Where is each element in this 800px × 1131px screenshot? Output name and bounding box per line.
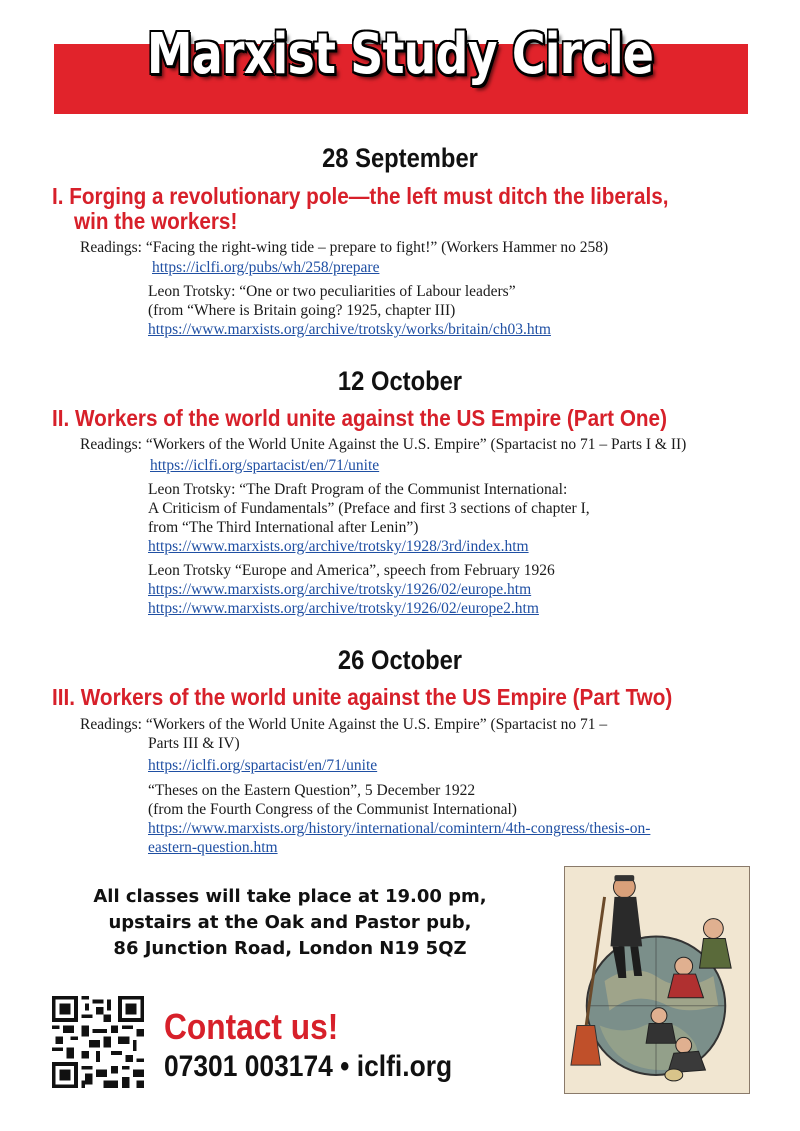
page-title: Marxist Study Circle <box>146 22 654 87</box>
reading-line: (from the Fourth Congress of the Communist International) <box>148 801 517 818</box>
session-date: 12 October <box>337 366 463 396</box>
venue-line: upstairs at the Oak and Pastor pub, <box>108 912 472 933</box>
reading-link[interactable]: https://www.marxists.org/archive/trotsky/1926/02/europe.htm <box>148 581 532 598</box>
reading-link[interactable]: eastern-question.htm <box>148 839 278 856</box>
qr-code-icon[interactable] <box>52 996 144 1088</box>
reading-line: Readings: “Workers of the World Unite Against the U.S. Empire” (Spartacist no 71 – Parts I & II) <box>80 436 687 453</box>
reading-link[interactable]: https://www.marxists.org/archive/trotsky/1926/02/europe2.htm <box>148 600 539 617</box>
session-heading: I. Forging a revolutionary pole—the left must ditch the liberals, <box>52 183 669 209</box>
reading-line: Parts III & IV) <box>148 735 240 752</box>
reading-link[interactable]: https://iclfi.org/spartacist/en/71/unite <box>150 457 380 474</box>
contact-title: Contact us! <box>164 1006 339 1047</box>
venue-line: 86 Junction Road, London N19 5QZ <box>113 938 467 959</box>
reading-link[interactable]: https://www.marxists.org/history/international/comintern/4th-congress/thesis-on- <box>148 820 651 837</box>
reading-link[interactable]: https://iclfi.org/spartacist/en/71/unite <box>148 757 378 774</box>
reading-line: A Criticism of Fundamentals” (Preface and first 3 sections of chapter I, <box>148 500 590 517</box>
contact-details[interactable]: 07301 003174 • iclfi.org <box>164 1050 453 1083</box>
reading-line: Leon Trotsky: “The Draft Program of the Communist International: <box>148 481 568 498</box>
venue-info <box>60 884 520 962</box>
reading-link[interactable]: https://www.marxists.org/archive/trotsky/1928/3rd/index.htm <box>148 538 529 555</box>
reading-line: Readings: “Facing the right-wing tide – prepare to fight!” (Workers Hammer no 258) <box>80 239 609 256</box>
reading-line: “Theses on the Eastern Question”, 5 December 1922 <box>148 782 476 799</box>
session-date: 26 October <box>337 645 463 675</box>
reading-link[interactable]: https://www.marxists.org/archive/trotsky/works/britain/ch03.htm <box>148 321 551 338</box>
session-heading: II. Workers of the world unite against the US Empire (Part One) <box>52 405 667 431</box>
session-heading: win the workers! <box>74 208 238 234</box>
reading-line: Readings: “Workers of the World Unite Against the U.S. Empire” (Spartacist no 71 – <box>80 716 608 733</box>
reading-line: Leon Trotsky “Europe and America”, speech from February 1926 <box>148 562 555 579</box>
cartoon-illustration <box>564 866 750 1094</box>
reading-line: from “The Third International after Lenin”) <box>148 519 419 536</box>
venue-line: All classes will take place at 19.00 pm, <box>93 886 487 907</box>
session-heading: III. Workers of the world unite against the US Empire (Part Two) <box>52 684 673 710</box>
reading-line: (from “Where is Britain going? 1925, chapter III) <box>148 302 456 319</box>
session-date: 28 September <box>322 143 478 173</box>
reading-line: Leon Trotsky: “One or two peculiarities of Labour leaders” <box>148 283 516 300</box>
reading-link[interactable]: https://iclfi.org/pubs/wh/258/prepare <box>152 259 380 276</box>
